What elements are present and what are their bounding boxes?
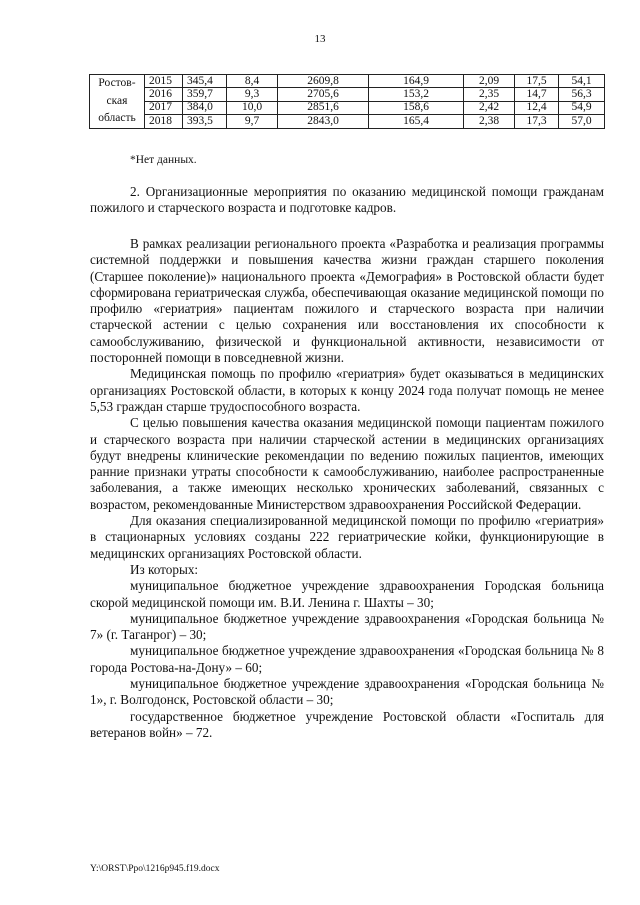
table-cell: 2,35	[464, 88, 515, 101]
file-path-footer: Y:\ORST\Ppo\1216p945.f19.docx	[90, 864, 220, 874]
table-cell: 12,4	[515, 101, 559, 114]
statistics-table	[89, 74, 605, 129]
table-cell: 17,3	[515, 115, 559, 128]
table-cell: 359,7	[183, 88, 227, 101]
table-row	[90, 88, 605, 101]
region-line: область	[98, 112, 136, 124]
table-cell: 2016	[145, 88, 183, 101]
table-cell: 54,1	[559, 75, 605, 88]
list-item: муниципальное бюджетное учреждение здравоохранения Городская больница скорой медицинской помощи им. В.И. Ленина г. Шахты – 30;	[90, 578, 604, 610]
section-heading: 2. Организационные мероприятия по оказанию медицинской помощи гражданам пожилого и старческого возраста и подготовке кадров.	[90, 184, 604, 216]
table-cell: 2015	[145, 75, 183, 88]
paragraph: В рамках реализации регионального проекта «Разработка и реализация программы системной поддержки и повышения качества жизни граждан старшего поколения (Старшее поколение)» национального проекта «Демография» в Ростовской области будет сформирована гериатрическая служба, обеспечивающая оказание медицинской помощи по профилю «гериатрия» пациентам пожилого и старческого возраста при наличии старческой астении с целью сохранения или восстановления их способности к самообслуживанию, физической и функциональной активности, независимости от посторонней помощи в повседневной жизни.	[90, 236, 604, 366]
table-cell: 2843,0	[278, 115, 369, 128]
table-cell: 2,42	[464, 101, 515, 114]
list-item: государственное бюджетное учреждение Ростовской области «Госпиталь для ветеранов войн» – 72.	[90, 708, 604, 740]
table-row	[90, 115, 605, 128]
table-row	[90, 101, 605, 114]
table-cell: 2609,8	[278, 75, 369, 88]
table-cell: 2018	[145, 115, 183, 128]
table-cell: 153,2	[369, 88, 464, 101]
table-cell: 9,3	[227, 88, 278, 101]
table-cell: 54,9	[559, 101, 605, 114]
table-cell: 345,4	[183, 75, 227, 88]
paragraph: С целью повышения качества оказания медицинской помощи пациентам пожилого и старческого возраста при наличии старческой астении в медицинских организациях будут внедрены клинические рекомендации по ведению пожилых пациентов, имеющих ранние признаки утраты способности к самообслуживанию, наиболее распространенные заболевания, а также имеющих несколько хронических заболеваний, связанных с возрастом, рекомендованные Министерством здравоохранения Российской Федерации.	[90, 415, 604, 512]
table-cell: 14,7	[515, 88, 559, 101]
table-cell: 2705,6	[278, 88, 369, 101]
table-cell: 56,3	[559, 88, 605, 101]
table-row	[90, 75, 605, 88]
paragraph: Из которых:	[130, 561, 199, 577]
footnote: *Нет данных.	[130, 154, 197, 166]
table-cell: 2851,6	[278, 101, 369, 114]
list-item: муниципальное бюджетное учреждение здравоохранения «Городская больница № 7» (г. Таганрог) – 30;	[90, 610, 604, 643]
table-cell: 158,6	[369, 101, 464, 114]
region-line: Ростов-	[98, 77, 136, 89]
page-number: 13	[314, 33, 326, 45]
section-heading-block	[90, 184, 604, 217]
table-cell: 57,0	[559, 115, 605, 128]
table-cell: 164,9	[369, 75, 464, 88]
region-line: ская	[106, 94, 128, 107]
table-cell: 384,0	[183, 101, 227, 114]
list-item: муниципальное бюджетное учреждение здравоохранения «Городская больница № 1», г. Волгодонск, Ростовской области – 30;	[90, 676, 604, 708]
paragraph: Для оказания специализированной медицинской помощи по профилю «гериатрия» в стационарных условиях созданы 222 гериатрические койки, функционирующие в медицинских организациях Ростовской области.	[90, 513, 604, 561]
region-cell	[90, 75, 145, 129]
table-cell: 17,5	[515, 75, 559, 88]
table-cell: 393,5	[183, 115, 227, 128]
table-cell: 165,4	[369, 115, 464, 128]
table-cell: 2,38	[464, 115, 515, 128]
table-cell: 8,4	[227, 75, 278, 88]
list-item: муниципальное бюджетное учреждение здравоохранения «Городская больница № 8 города Ростова-на-Дону» – 60;	[90, 643, 604, 675]
table-cell: 10,0	[227, 101, 278, 114]
table-cell: 2,09	[464, 75, 515, 88]
table-cell: 2017	[145, 101, 183, 114]
paragraph: Медицинская помощь по профилю «гериатрия» будет оказываться в медицинских организациях Ростовской области, в которых к концу 2024 года получат помощь не менее 5,53 граждан старше трудоспособного возраста.	[90, 366, 604, 414]
table-cell: 9,7	[227, 115, 278, 128]
body-text	[90, 236, 604, 741]
